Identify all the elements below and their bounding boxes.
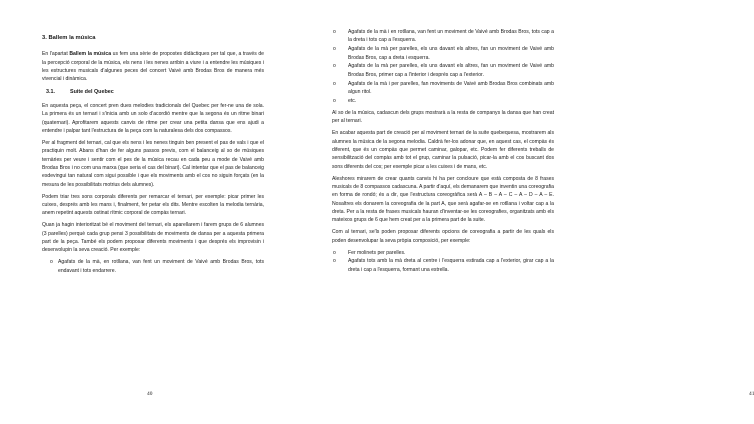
body-paragraph: Al so de la música, cadascun dels grups mostrarà a la resta de companys la dansa que han creat per al ternari. — [332, 110, 554, 125]
list-item: o Agafats de la mà i en rotllana, van fent un moviment de Vaivé amb Brodas Bros, tots cap a la dreta i tots cap a l'esquerra. — [333, 29, 554, 44]
body-paragraph: Per al fragment del ternari, cal que els nens i les nenes tinguin ben present el pas de vals i que el practiquin molt. Abans d'han de fer alguns passos previs, com el balanceig al so de músiques ternàries per veure i sentir com el pes de la música recau en cada peu a mode de Vaivé amb Brodas Bros i no com una marxa (que seria el cas del binari). Cal intentar que el pas de balanceig esdevingui tan natural com sigui possible i que els moviments amb el cos no siguin forçats (en la mesura de les possibilitats motrius dels alumnes). — [42, 140, 264, 188]
body-paragraph: En acabar aquesta part de creació per al moviment ternari de la suite quebequesa, mostrarem als alumnes la música de la segona melodia. Caldrà fer-los adonar que, en aquest cas, el compàs és diferent, que és un compàs que permet caminar, galopar, etc. Podem fer diferents treballs de sensibilització del compàs amb tot el grup, caminar la pulsació, picar-la amb el cos buscant dos sons diferents del cos; per exemple picar a les cuixes i de mans, etc. — [332, 130, 554, 170]
list-item: o Fer molinets per parelles. — [333, 249, 406, 256]
intro-paragraph: En l'apartat Ballem la música us fem una sèrie de propostes didàctiques per tal que, a través de la percepció corporal de la música, els nens i les nenes arribin a viure i a entendre les músiques i les estructures musicals d'algunes peces del concert Vaivé amb Brodas Bros de manera més vivencial i dinàmica. — [42, 51, 264, 83]
bullet-mark: o — [333, 249, 336, 256]
bullet-mark: o — [333, 63, 336, 70]
body-paragraph: En aquesta peça, el concert pren dues melodies tradicionals del Quebec per fer-ne una de sola. La primera és un ternari i s'inicia amb un solo d'acordió mentre que la segona és un ritme binari (quaternari). Aprofitarem aquests canvis de ritme per crear una petita dansa que ens ajudi a entendre i palpar tant l'estructura de la peça com la naturalesa dels dos compassos. — [42, 103, 264, 135]
bullet-mark: o — [333, 80, 336, 87]
body-paragraph: Podem triar tres sons corporals diferents per remarcar el ternari, per exemple: picar primer les cuixes, després amb les mans i, finalment, fer petar els dits. Mentre escolten la melodia ternària, anem repetint aquests ostinat rítmic corporal de compàs ternari. — [42, 193, 264, 217]
subsection-number: 3.1. — [46, 88, 55, 95]
bullet-mark: o — [50, 259, 53, 266]
bullet-mark: o — [333, 97, 336, 104]
list-item: o Agafats tots amb la mà dreta al centre i l'esquerra estirada cap a l'exterior, girar cap a la dreta i cap a l'esquerra, formant una estrella. — [333, 258, 554, 273]
body-paragraph: Quan ja hagin interioritzat bé el moviment del ternari, els aparellarem i farem grups de 6 alumnes (3 parelles) perquè cada grup pensi 3 possibilitats de moviments de dansa per a aquesta primera part de la peça. També els podem proposar diferents moviments i que després els improvisin i desenvolupin la seva creació. Per exemple: — [42, 222, 264, 254]
body-paragraph: Aleshores mirarem de crear quants canvis hi ha per concloure que està composta de 8 frases musicals de 8 compassos cadascuna. A partir d'aquí, els demanarem que inventin una coreografia en forma de rondó; és a dir, que l'estructura coreogràfica serà A – B – A – C – A – D – A – E. Nosaltres els donarem la coreografia de la part A, que serà agafar-se en rotllana i voltar cap a la dreta. Per a la resta de frases musicals hauran d'inventar-se les coreografies, organitzats amb els mateixos grups de 6 que hem creat per a la primera part de la suite. — [332, 175, 554, 224]
left-page-text — [42, 28, 264, 275]
section-heading: 3. Ballem la música — [42, 35, 96, 41]
page-number: 41 — [749, 391, 754, 397]
right-page-text — [332, 28, 554, 275]
list-item: o etc. — [333, 97, 357, 104]
bullet-mark: o — [333, 46, 336, 53]
list-item: o Agafats de la mà i per parelles, fan moviments de Vaivé amb Brodas Bros combinats amb algun ritol. — [333, 80, 554, 95]
left-page — [0, 0, 300, 424]
body-paragraph: Com al ternari, se'ls poden proposar diferents opcions de coreografia a partir de les quals els poden desenvolupar la seva pròpia composició, per exemple: — [332, 229, 554, 244]
list-item: o Agafats de la mà, en rotllana, van fent un moviment de Vaivé amb Brodas Bros, tots endavant i tots endarrere. — [50, 259, 264, 274]
bullet-mark: o — [333, 258, 336, 265]
list-item: o Agafats de la mà per parelles, els uns davant els altres, fan un moviment de Vaivé amb Brodas Bros, cap a dreta i esquerra. — [333, 46, 554, 61]
subsection-title: Suite del Quebec — [70, 88, 114, 95]
section-name: Ballem la música — [69, 51, 112, 58]
bullet-mark: o — [333, 29, 336, 35]
page-number: 40 — [147, 391, 153, 397]
subsection-heading — [42, 88, 264, 96]
list-item: o Agafats de la mà per parelles, els uns davant els altres, fan un moviment de Vaivé amb Brodas Bros, primer cap a l'interior i després cap a l'exterior. — [333, 63, 554, 78]
